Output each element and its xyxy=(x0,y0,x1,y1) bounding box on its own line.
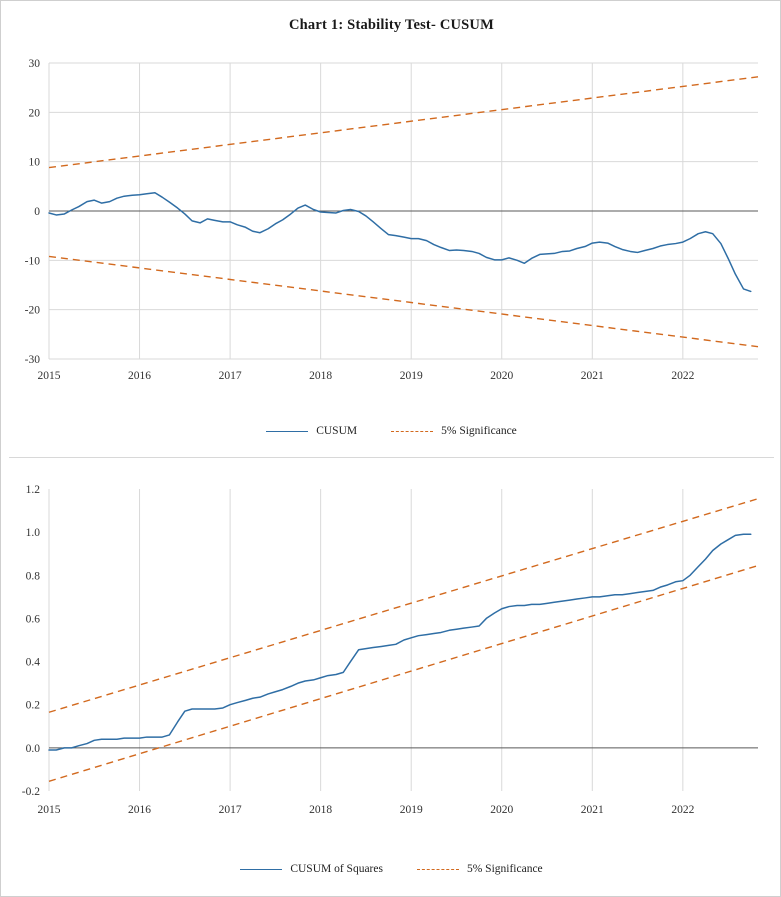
svg-text:0.8: 0.8 xyxy=(25,570,40,583)
legend-label: 5% Significance xyxy=(441,425,517,437)
legend-line-icon xyxy=(240,869,282,870)
panel-divider xyxy=(9,457,774,458)
svg-text:2021: 2021 xyxy=(580,804,604,816)
cusum-plot-svg xyxy=(1,39,781,399)
cusum-legend xyxy=(1,425,781,437)
cusum-squares-panel xyxy=(1,463,781,893)
legend-line-icon xyxy=(266,431,308,432)
svg-text:2015: 2015 xyxy=(37,370,61,382)
legend-item-significance xyxy=(391,425,517,437)
svg-text:-20: -20 xyxy=(24,304,40,317)
svg-text:-30: -30 xyxy=(24,354,40,366)
svg-text:2022: 2022 xyxy=(671,370,695,382)
legend-dashed-line-icon xyxy=(417,869,459,870)
svg-text:10: 10 xyxy=(28,156,40,169)
svg-text:30: 30 xyxy=(28,58,40,70)
legend-label: CUSUM xyxy=(316,425,358,437)
svg-text:2022: 2022 xyxy=(671,804,695,816)
legend-label: 5% Significance xyxy=(466,863,543,875)
svg-text:2017: 2017 xyxy=(218,804,242,816)
cusum-panel xyxy=(1,39,781,459)
legend-item-significance xyxy=(417,863,543,875)
svg-text:2018: 2018 xyxy=(309,804,333,816)
svg-text:2021: 2021 xyxy=(580,370,604,382)
legend-item-cusum xyxy=(266,425,357,437)
legend-label: CUSUM of Squares xyxy=(290,863,383,875)
svg-text:1.2: 1.2 xyxy=(25,484,40,496)
legend-item-cusum-squares xyxy=(240,863,383,875)
svg-text:2019: 2019 xyxy=(399,804,423,816)
svg-text:20: 20 xyxy=(28,107,40,120)
svg-text:2016: 2016 xyxy=(128,804,152,816)
svg-text:0.4: 0.4 xyxy=(25,656,40,669)
svg-text:2020: 2020 xyxy=(490,804,514,816)
svg-text:-0.2: -0.2 xyxy=(21,786,40,798)
page-title: Chart 1: Stability Test- CUSUM xyxy=(289,17,494,33)
svg-text:0: 0 xyxy=(34,206,40,218)
svg-text:2016: 2016 xyxy=(128,370,152,382)
svg-text:0.6: 0.6 xyxy=(25,613,40,626)
cusum-squares-legend xyxy=(1,863,781,875)
svg-text:1.0: 1.0 xyxy=(25,527,40,540)
cusum-plot xyxy=(1,39,781,399)
svg-text:2015: 2015 xyxy=(37,804,61,816)
svg-text:0.2: 0.2 xyxy=(25,699,40,712)
svg-text:2019: 2019 xyxy=(399,370,423,382)
svg-text:0.0: 0.0 xyxy=(25,742,40,755)
cusum-squares-plot xyxy=(1,463,781,843)
legend-dashed-line-icon xyxy=(391,431,433,432)
svg-text:2020: 2020 xyxy=(490,370,514,382)
svg-text:-10: -10 xyxy=(24,255,40,268)
svg-text:2018: 2018 xyxy=(309,370,333,382)
svg-text:2017: 2017 xyxy=(218,370,242,382)
cusum-squares-plot-svg xyxy=(1,463,781,843)
